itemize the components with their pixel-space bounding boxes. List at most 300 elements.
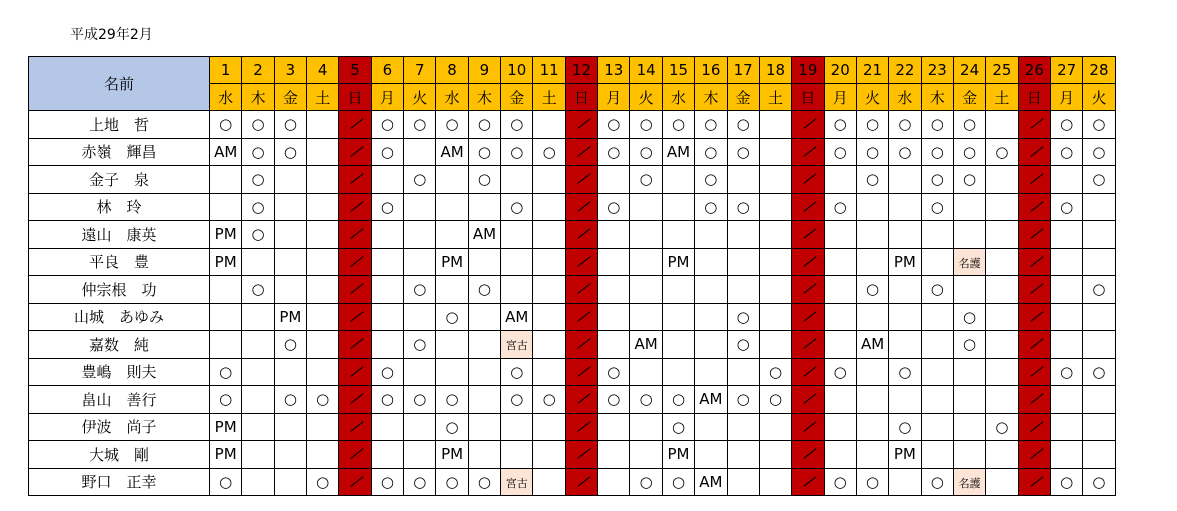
schedule-cell[interactable] xyxy=(824,441,856,469)
schedule-cell[interactable] xyxy=(889,166,921,194)
location-note-cell[interactable] xyxy=(953,248,985,276)
schedule-cell[interactable] xyxy=(630,276,662,304)
schedule-cell[interactable] xyxy=(662,193,694,221)
sunday-closed-cell[interactable] xyxy=(792,468,824,496)
schedule-cell[interactable] xyxy=(242,331,274,359)
schedule-cell[interactable]: ○ xyxy=(759,386,791,414)
schedule-cell[interactable] xyxy=(274,166,306,194)
sunday-closed-cell[interactable] xyxy=(792,413,824,441)
sunday-closed-cell[interactable] xyxy=(1018,111,1050,139)
schedule-cell[interactable]: ○ xyxy=(436,111,468,139)
schedule-cell[interactable] xyxy=(824,166,856,194)
schedule-cell[interactable]: ○ xyxy=(501,386,533,414)
schedule-cell[interactable] xyxy=(404,441,436,469)
schedule-cell[interactable]: ○ xyxy=(727,138,759,166)
schedule-cell[interactable] xyxy=(889,331,921,359)
schedule-cell[interactable]: ○ xyxy=(404,468,436,496)
schedule-cell[interactable]: AM xyxy=(436,138,468,166)
schedule-cell[interactable]: AM xyxy=(630,331,662,359)
schedule-cell[interactable] xyxy=(468,248,500,276)
schedule-cell[interactable]: ○ xyxy=(921,468,953,496)
schedule-cell[interactable]: ○ xyxy=(210,468,242,496)
schedule-cell[interactable]: ○ xyxy=(598,138,630,166)
schedule-cell[interactable]: ○ xyxy=(371,138,403,166)
schedule-cell[interactable]: ○ xyxy=(889,138,921,166)
sunday-closed-cell[interactable] xyxy=(339,386,371,414)
schedule-cell[interactable] xyxy=(695,276,727,304)
sunday-closed-cell[interactable] xyxy=(339,111,371,139)
schedule-cell[interactable] xyxy=(986,358,1018,386)
schedule-cell[interactable] xyxy=(824,248,856,276)
schedule-cell[interactable]: ○ xyxy=(1050,193,1082,221)
schedule-cell[interactable] xyxy=(533,193,565,221)
schedule-cell[interactable] xyxy=(921,248,953,276)
schedule-cell[interactable]: PM xyxy=(662,441,694,469)
schedule-cell[interactable] xyxy=(889,386,921,414)
schedule-cell[interactable] xyxy=(468,303,500,331)
schedule-cell[interactable] xyxy=(986,303,1018,331)
schedule-cell[interactable] xyxy=(1083,221,1115,249)
schedule-cell[interactable] xyxy=(307,303,339,331)
schedule-cell[interactable] xyxy=(986,441,1018,469)
schedule-cell[interactable]: ○ xyxy=(953,138,985,166)
sunday-closed-cell[interactable] xyxy=(339,248,371,276)
schedule-cell[interactable] xyxy=(889,303,921,331)
schedule-cell[interactable]: ○ xyxy=(468,111,500,139)
schedule-cell[interactable] xyxy=(307,441,339,469)
schedule-cell[interactable] xyxy=(274,441,306,469)
schedule-cell[interactable] xyxy=(986,248,1018,276)
schedule-cell[interactable] xyxy=(1050,303,1082,331)
schedule-cell[interactable] xyxy=(630,303,662,331)
schedule-cell[interactable]: ○ xyxy=(727,303,759,331)
schedule-cell[interactable] xyxy=(436,358,468,386)
schedule-cell[interactable] xyxy=(371,221,403,249)
schedule-cell[interactable] xyxy=(889,221,921,249)
schedule-cell[interactable]: ○ xyxy=(889,413,921,441)
schedule-cell[interactable] xyxy=(759,111,791,139)
schedule-cell[interactable] xyxy=(533,358,565,386)
sunday-closed-cell[interactable] xyxy=(565,413,597,441)
schedule-cell[interactable]: ○ xyxy=(1050,138,1082,166)
schedule-cell[interactable]: ○ xyxy=(274,138,306,166)
schedule-cell[interactable]: ○ xyxy=(727,193,759,221)
schedule-cell[interactable] xyxy=(824,331,856,359)
sunday-closed-cell[interactable] xyxy=(792,441,824,469)
schedule-cell[interactable] xyxy=(210,193,242,221)
sunday-closed-cell[interactable] xyxy=(792,193,824,221)
schedule-cell[interactable]: PM xyxy=(210,221,242,249)
schedule-cell[interactable]: ○ xyxy=(662,111,694,139)
sunday-closed-cell[interactable] xyxy=(792,303,824,331)
schedule-cell[interactable] xyxy=(404,221,436,249)
schedule-cell[interactable]: ○ xyxy=(727,111,759,139)
schedule-cell[interactable] xyxy=(371,441,403,469)
schedule-cell[interactable] xyxy=(598,248,630,276)
schedule-cell[interactable] xyxy=(953,276,985,304)
schedule-cell[interactable]: ○ xyxy=(468,468,500,496)
schedule-cell[interactable]: ○ xyxy=(662,468,694,496)
schedule-cell[interactable] xyxy=(242,413,274,441)
schedule-cell[interactable] xyxy=(1083,441,1115,469)
schedule-cell[interactable] xyxy=(824,303,856,331)
schedule-cell[interactable]: ○ xyxy=(824,468,856,496)
schedule-cell[interactable]: PM xyxy=(436,248,468,276)
sunday-closed-cell[interactable] xyxy=(792,166,824,194)
location-note-cell[interactable] xyxy=(501,331,533,359)
schedule-cell[interactable]: ○ xyxy=(695,138,727,166)
schedule-cell[interactable]: ○ xyxy=(856,166,888,194)
schedule-cell[interactable]: ○ xyxy=(921,193,953,221)
sunday-closed-cell[interactable] xyxy=(1018,331,1050,359)
schedule-cell[interactable] xyxy=(630,193,662,221)
schedule-cell[interactable] xyxy=(695,441,727,469)
schedule-cell[interactable] xyxy=(630,221,662,249)
schedule-cell[interactable]: ○ xyxy=(986,413,1018,441)
schedule-cell[interactable] xyxy=(468,331,500,359)
schedule-cell[interactable]: ○ xyxy=(274,331,306,359)
sunday-closed-cell[interactable] xyxy=(1018,166,1050,194)
schedule-cell[interactable] xyxy=(501,221,533,249)
schedule-cell[interactable] xyxy=(759,441,791,469)
schedule-cell[interactable] xyxy=(210,303,242,331)
schedule-cell[interactable] xyxy=(662,331,694,359)
schedule-cell[interactable]: PM xyxy=(436,441,468,469)
sunday-closed-cell[interactable] xyxy=(339,193,371,221)
schedule-cell[interactable] xyxy=(1050,331,1082,359)
schedule-cell[interactable] xyxy=(533,276,565,304)
schedule-cell[interactable] xyxy=(501,441,533,469)
schedule-cell[interactable] xyxy=(759,166,791,194)
schedule-cell[interactable] xyxy=(468,413,500,441)
sunday-closed-cell[interactable] xyxy=(339,358,371,386)
schedule-cell[interactable] xyxy=(533,331,565,359)
sunday-closed-cell[interactable] xyxy=(792,111,824,139)
sunday-closed-cell[interactable] xyxy=(1018,358,1050,386)
schedule-cell[interactable]: ○ xyxy=(598,111,630,139)
schedule-cell[interactable] xyxy=(986,276,1018,304)
schedule-cell[interactable] xyxy=(662,276,694,304)
schedule-cell[interactable]: PM xyxy=(210,248,242,276)
schedule-cell[interactable] xyxy=(759,468,791,496)
schedule-cell[interactable]: ○ xyxy=(856,276,888,304)
schedule-cell[interactable] xyxy=(598,166,630,194)
schedule-cell[interactable]: ○ xyxy=(242,138,274,166)
schedule-cell[interactable] xyxy=(824,276,856,304)
schedule-cell[interactable] xyxy=(371,248,403,276)
sunday-closed-cell[interactable] xyxy=(565,358,597,386)
schedule-cell[interactable] xyxy=(598,276,630,304)
sunday-closed-cell[interactable] xyxy=(1018,303,1050,331)
sunday-closed-cell[interactable] xyxy=(565,138,597,166)
schedule-cell[interactable] xyxy=(986,193,1018,221)
schedule-cell[interactable]: PM xyxy=(210,441,242,469)
schedule-cell[interactable] xyxy=(274,193,306,221)
schedule-cell[interactable]: AM xyxy=(468,221,500,249)
schedule-cell[interactable]: ○ xyxy=(436,303,468,331)
schedule-cell[interactable] xyxy=(533,303,565,331)
schedule-cell[interactable] xyxy=(598,303,630,331)
schedule-cell[interactable] xyxy=(986,331,1018,359)
schedule-cell[interactable] xyxy=(307,138,339,166)
schedule-cell[interactable] xyxy=(307,166,339,194)
schedule-cell[interactable]: ○ xyxy=(727,386,759,414)
schedule-cell[interactable] xyxy=(695,221,727,249)
schedule-cell[interactable] xyxy=(468,358,500,386)
schedule-cell[interactable] xyxy=(759,193,791,221)
schedule-cell[interactable]: ○ xyxy=(533,386,565,414)
sunday-closed-cell[interactable] xyxy=(792,331,824,359)
sunday-closed-cell[interactable] xyxy=(1018,386,1050,414)
schedule-cell[interactable] xyxy=(856,413,888,441)
sunday-closed-cell[interactable] xyxy=(339,441,371,469)
schedule-cell[interactable] xyxy=(856,248,888,276)
schedule-cell[interactable]: PM xyxy=(889,441,921,469)
schedule-cell[interactable]: ○ xyxy=(468,276,500,304)
sunday-closed-cell[interactable] xyxy=(339,221,371,249)
location-note-cell[interactable] xyxy=(953,468,985,496)
sunday-closed-cell[interactable] xyxy=(565,248,597,276)
schedule-cell[interactable] xyxy=(533,468,565,496)
schedule-cell[interactable] xyxy=(921,358,953,386)
schedule-cell[interactable] xyxy=(953,221,985,249)
schedule-cell[interactable]: ○ xyxy=(501,358,533,386)
schedule-cell[interactable]: ○ xyxy=(404,111,436,139)
schedule-cell[interactable] xyxy=(662,358,694,386)
sunday-closed-cell[interactable] xyxy=(792,386,824,414)
schedule-cell[interactable] xyxy=(1050,386,1082,414)
schedule-cell[interactable] xyxy=(1050,166,1082,194)
schedule-cell[interactable]: ○ xyxy=(1083,166,1115,194)
schedule-cell[interactable] xyxy=(921,303,953,331)
schedule-cell[interactable]: ○ xyxy=(921,276,953,304)
schedule-cell[interactable] xyxy=(1050,413,1082,441)
schedule-cell[interactable]: ○ xyxy=(501,193,533,221)
sunday-closed-cell[interactable] xyxy=(1018,413,1050,441)
schedule-cell[interactable]: ○ xyxy=(242,276,274,304)
schedule-cell[interactable]: ○ xyxy=(856,138,888,166)
schedule-cell[interactable] xyxy=(759,413,791,441)
schedule-cell[interactable]: ○ xyxy=(371,386,403,414)
schedule-cell[interactable] xyxy=(307,111,339,139)
schedule-cell[interactable]: AM xyxy=(856,331,888,359)
schedule-cell[interactable] xyxy=(598,468,630,496)
schedule-cell[interactable]: ○ xyxy=(436,468,468,496)
schedule-cell[interactable]: ○ xyxy=(468,166,500,194)
schedule-cell[interactable]: ○ xyxy=(533,138,565,166)
schedule-cell[interactable] xyxy=(501,248,533,276)
schedule-cell[interactable] xyxy=(889,276,921,304)
schedule-cell[interactable] xyxy=(986,111,1018,139)
schedule-cell[interactable]: ○ xyxy=(824,193,856,221)
schedule-cell[interactable] xyxy=(759,331,791,359)
schedule-cell[interactable]: ○ xyxy=(210,386,242,414)
schedule-cell[interactable] xyxy=(727,166,759,194)
schedule-cell[interactable]: ○ xyxy=(307,386,339,414)
sunday-closed-cell[interactable] xyxy=(339,331,371,359)
sunday-closed-cell[interactable] xyxy=(1018,468,1050,496)
schedule-cell[interactable]: ○ xyxy=(921,111,953,139)
schedule-cell[interactable]: ○ xyxy=(436,386,468,414)
schedule-cell[interactable]: ○ xyxy=(1083,276,1115,304)
schedule-cell[interactable] xyxy=(856,358,888,386)
schedule-cell[interactable]: ○ xyxy=(436,413,468,441)
schedule-cell[interactable]: ○ xyxy=(242,221,274,249)
schedule-cell[interactable] xyxy=(856,221,888,249)
schedule-cell[interactable]: ○ xyxy=(1083,358,1115,386)
schedule-cell[interactable]: ○ xyxy=(630,386,662,414)
schedule-cell[interactable]: ○ xyxy=(889,111,921,139)
sunday-closed-cell[interactable] xyxy=(565,386,597,414)
sunday-closed-cell[interactable] xyxy=(792,276,824,304)
schedule-cell[interactable]: PM xyxy=(274,303,306,331)
schedule-cell[interactable] xyxy=(727,468,759,496)
schedule-cell[interactable] xyxy=(468,386,500,414)
schedule-cell[interactable] xyxy=(921,413,953,441)
schedule-cell[interactable]: ○ xyxy=(501,111,533,139)
schedule-cell[interactable] xyxy=(210,276,242,304)
sunday-closed-cell[interactable] xyxy=(565,303,597,331)
schedule-cell[interactable]: ○ xyxy=(1083,111,1115,139)
schedule-cell[interactable] xyxy=(598,221,630,249)
schedule-cell[interactable] xyxy=(856,303,888,331)
schedule-cell[interactable]: ○ xyxy=(727,331,759,359)
schedule-cell[interactable] xyxy=(630,358,662,386)
schedule-cell[interactable] xyxy=(889,193,921,221)
schedule-cell[interactable] xyxy=(953,386,985,414)
schedule-cell[interactable]: ○ xyxy=(598,386,630,414)
schedule-cell[interactable] xyxy=(727,413,759,441)
schedule-cell[interactable] xyxy=(404,138,436,166)
schedule-cell[interactable]: PM xyxy=(210,413,242,441)
sunday-closed-cell[interactable] xyxy=(792,248,824,276)
schedule-cell[interactable] xyxy=(242,441,274,469)
schedule-cell[interactable]: ○ xyxy=(242,111,274,139)
schedule-cell[interactable] xyxy=(533,221,565,249)
schedule-cell[interactable]: ○ xyxy=(404,166,436,194)
schedule-cell[interactable] xyxy=(274,248,306,276)
schedule-cell[interactable]: ○ xyxy=(1050,111,1082,139)
schedule-cell[interactable] xyxy=(759,221,791,249)
schedule-cell[interactable] xyxy=(889,468,921,496)
schedule-cell[interactable] xyxy=(501,413,533,441)
schedule-cell[interactable] xyxy=(921,221,953,249)
schedule-cell[interactable] xyxy=(1050,441,1082,469)
schedule-cell[interactable]: ○ xyxy=(662,386,694,414)
schedule-cell[interactable] xyxy=(695,331,727,359)
schedule-cell[interactable] xyxy=(630,413,662,441)
schedule-cell[interactable] xyxy=(533,248,565,276)
schedule-cell[interactable] xyxy=(371,303,403,331)
schedule-cell[interactable] xyxy=(404,413,436,441)
schedule-cell[interactable]: ○ xyxy=(501,138,533,166)
schedule-cell[interactable] xyxy=(242,386,274,414)
schedule-cell[interactable]: ○ xyxy=(856,111,888,139)
sunday-closed-cell[interactable] xyxy=(565,331,597,359)
schedule-cell[interactable] xyxy=(953,193,985,221)
schedule-cell[interactable]: ○ xyxy=(856,468,888,496)
schedule-cell[interactable] xyxy=(1083,193,1115,221)
sunday-closed-cell[interactable] xyxy=(339,166,371,194)
schedule-cell[interactable] xyxy=(1050,276,1082,304)
schedule-cell[interactable] xyxy=(986,468,1018,496)
schedule-cell[interactable]: ○ xyxy=(274,386,306,414)
sunday-closed-cell[interactable] xyxy=(1018,138,1050,166)
schedule-cell[interactable]: ○ xyxy=(598,193,630,221)
schedule-cell[interactable] xyxy=(921,441,953,469)
schedule-cell[interactable] xyxy=(371,166,403,194)
schedule-cell[interactable]: ○ xyxy=(404,386,436,414)
schedule-cell[interactable] xyxy=(727,221,759,249)
schedule-cell[interactable] xyxy=(307,221,339,249)
schedule-cell[interactable] xyxy=(953,413,985,441)
schedule-cell[interactable] xyxy=(436,193,468,221)
schedule-cell[interactable] xyxy=(274,276,306,304)
schedule-cell[interactable] xyxy=(1083,331,1115,359)
schedule-cell[interactable] xyxy=(727,358,759,386)
schedule-cell[interactable] xyxy=(274,413,306,441)
schedule-cell[interactable] xyxy=(921,331,953,359)
schedule-cell[interactable] xyxy=(759,303,791,331)
schedule-cell[interactable]: ○ xyxy=(242,193,274,221)
schedule-cell[interactable] xyxy=(274,221,306,249)
sunday-closed-cell[interactable] xyxy=(339,413,371,441)
schedule-cell[interactable] xyxy=(436,221,468,249)
sunday-closed-cell[interactable] xyxy=(565,193,597,221)
schedule-cell[interactable] xyxy=(727,248,759,276)
schedule-cell[interactable]: AM xyxy=(695,386,727,414)
schedule-cell[interactable] xyxy=(307,358,339,386)
schedule-cell[interactable]: ○ xyxy=(889,358,921,386)
schedule-cell[interactable]: AM xyxy=(695,468,727,496)
schedule-cell[interactable]: ○ xyxy=(1050,468,1082,496)
location-note-cell[interactable] xyxy=(501,468,533,496)
schedule-cell[interactable] xyxy=(953,358,985,386)
schedule-cell[interactable]: ○ xyxy=(824,111,856,139)
schedule-cell[interactable] xyxy=(371,276,403,304)
schedule-cell[interactable] xyxy=(598,331,630,359)
schedule-cell[interactable]: ○ xyxy=(630,138,662,166)
sunday-closed-cell[interactable] xyxy=(565,166,597,194)
schedule-cell[interactable] xyxy=(1083,386,1115,414)
schedule-cell[interactable] xyxy=(759,138,791,166)
schedule-cell[interactable] xyxy=(307,413,339,441)
schedule-cell[interactable] xyxy=(1050,248,1082,276)
schedule-cell[interactable]: ○ xyxy=(953,331,985,359)
schedule-cell[interactable]: ○ xyxy=(371,358,403,386)
schedule-cell[interactable] xyxy=(759,248,791,276)
schedule-cell[interactable] xyxy=(404,248,436,276)
schedule-cell[interactable]: ○ xyxy=(468,138,500,166)
schedule-cell[interactable]: ○ xyxy=(824,358,856,386)
sunday-closed-cell[interactable] xyxy=(1018,248,1050,276)
schedule-cell[interactable] xyxy=(436,276,468,304)
sunday-closed-cell[interactable] xyxy=(792,358,824,386)
schedule-cell[interactable] xyxy=(598,441,630,469)
schedule-cell[interactable] xyxy=(824,413,856,441)
schedule-cell[interactable]: ○ xyxy=(404,276,436,304)
schedule-cell[interactable]: ○ xyxy=(630,166,662,194)
schedule-cell[interactable] xyxy=(598,413,630,441)
schedule-cell[interactable]: ○ xyxy=(1050,358,1082,386)
schedule-cell[interactable] xyxy=(856,441,888,469)
schedule-cell[interactable]: ○ xyxy=(953,111,985,139)
schedule-cell[interactable]: PM xyxy=(889,248,921,276)
schedule-cell[interactable] xyxy=(695,303,727,331)
schedule-cell[interactable] xyxy=(1050,221,1082,249)
schedule-cell[interactable]: ○ xyxy=(695,166,727,194)
schedule-cell[interactable] xyxy=(307,193,339,221)
